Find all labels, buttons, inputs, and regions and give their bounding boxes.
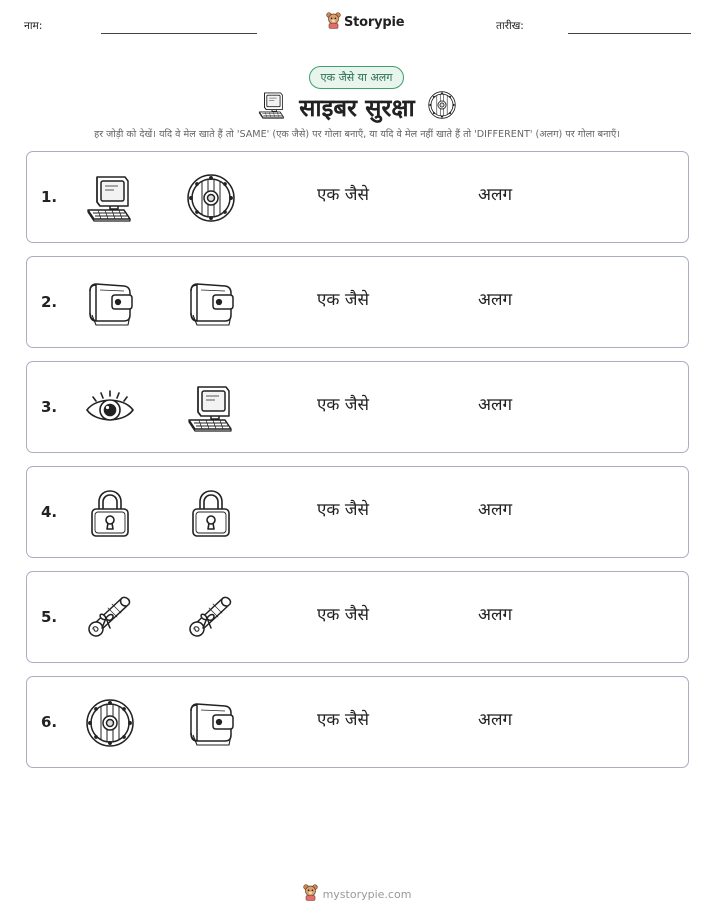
scroll-icon [84,592,136,644]
wallet-icon [84,277,136,329]
brand-logo [326,12,404,33]
shield-icon [84,697,136,749]
different-option[interactable]: अलग [478,500,513,520]
date-label: तारीख: [496,20,524,32]
item-number: 4. [41,503,58,521]
eye-icon [84,382,136,434]
pair-card-2 [26,256,689,348]
pair-card-1 [26,151,689,243]
bear-mascot-icon [326,12,341,33]
computer-icon [185,382,237,434]
same-option[interactable]: एक जैसे [317,500,369,520]
padlock-icon [185,487,237,539]
same-option[interactable]: एक जैसे [317,710,369,730]
wallet-icon [185,277,237,329]
wallet-icon [185,697,237,749]
same-option[interactable]: एक जैसे [317,605,369,625]
different-option[interactable]: अलग [478,605,513,625]
brand-name: Storypie [344,15,405,30]
different-option[interactable]: अलग [478,710,513,730]
item-number: 6. [41,713,58,731]
pair-card-3 [26,361,689,453]
title-row [0,89,714,125]
item-number: 5. [41,608,58,626]
scroll-icon [185,592,237,644]
computer-icon [84,172,136,224]
item-number: 3. [41,398,58,416]
item-number: 2. [41,293,58,311]
footer [0,884,714,905]
pair-card-4 [26,466,689,558]
footer-url[interactable]: mystorypie.com [322,888,412,901]
different-option[interactable]: अलग [478,185,513,205]
shield-icon [185,172,237,224]
different-option[interactable]: अलग [478,395,513,415]
shield-icon [427,90,457,124]
same-option[interactable]: एक जैसे [317,290,369,310]
name-field-line[interactable] [101,33,257,34]
instructions: हर जोड़ी को देखें। यदि वे मेल खाते हैं तो 'SAME' (एक जैसे) पर गोला बनाएँ, या यदि वे मेल नहीं खाते हैं तो 'DIFFERENT' (अलग) पर गोला बनाएँ। [94,129,620,140]
pair-card-5 [26,571,689,663]
worksheet-type-badge: एक जैसे या अलग [309,66,404,89]
different-option[interactable]: अलग [478,290,513,310]
date-field-line[interactable] [568,33,691,34]
same-option[interactable]: एक जैसे [317,185,369,205]
computer-icon [257,90,287,124]
pair-card-6 [26,676,689,768]
same-option[interactable]: एक जैसे [317,395,369,415]
padlock-icon [84,487,136,539]
bear-mascot-icon [303,884,318,905]
item-number: 1. [41,188,58,206]
page-title: साइबर सुरक्षा [299,93,415,122]
name-label: नाम: [24,20,43,32]
